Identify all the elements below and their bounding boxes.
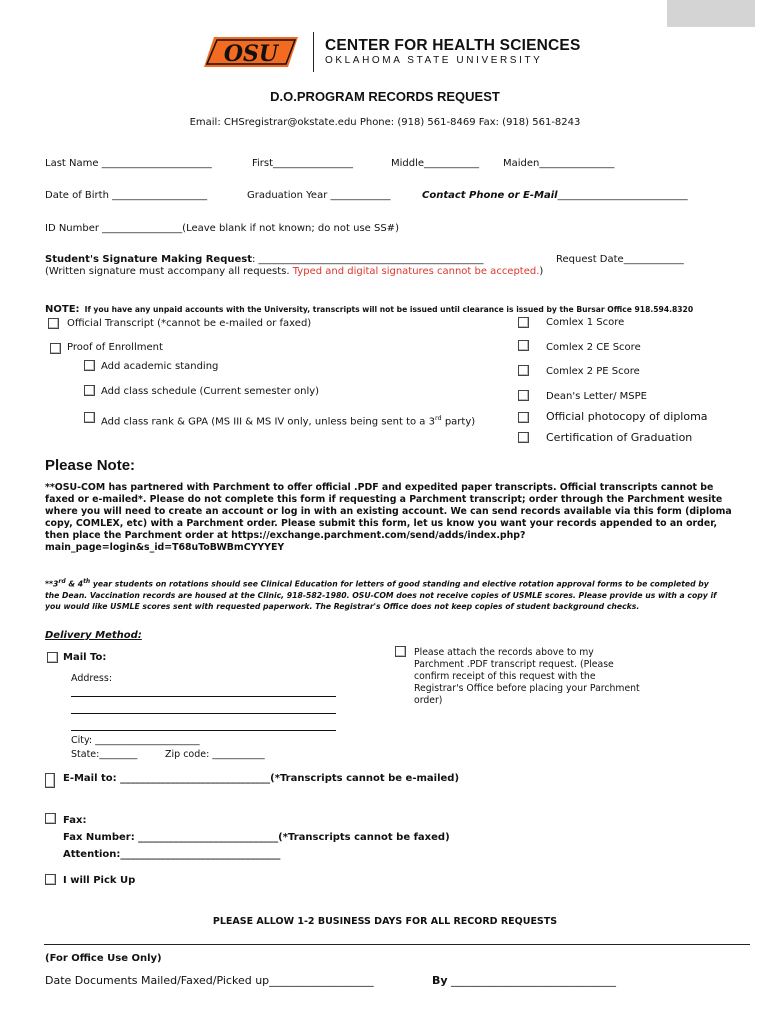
rotation-paragraph [45,576,725,612]
address-label: Address: [71,673,113,684]
note-label: NOTE: [45,304,80,315]
class-rank-sup: rd [434,414,442,422]
deans-letter-label: Dean's Letter/ MSPE [546,391,647,402]
signature-note [45,266,543,277]
certification-label: Certification of Graduation [546,431,693,444]
comlex2pe-checkbox[interactable] [518,365,529,376]
contact-line: Email: CHSregistrar@okstate.edu Phone: (918) 561-8469 Fax: (918) 561-8243 [189,117,581,128]
attention-field[interactable]: Attention:________________________________ [63,849,281,860]
grad-year-field[interactable]: Graduation Year ____________ [247,190,391,201]
logo-text: OSU [223,41,279,67]
email-to-field[interactable]: E-Mail to: ______________________________(*Transcripts cannot be e-mailed) [63,773,460,784]
zip-field[interactable]: Zip code: ___________ [165,749,265,760]
class-schedule-label: Add class schedule (Current semester only) [101,386,320,397]
class-rank-label [101,414,475,427]
note-line [45,297,693,316]
fax-label: Fax: [63,815,87,826]
by-label: By [432,974,448,987]
contact-field[interactable] [422,190,688,201]
date-documents-field[interactable] [45,974,374,987]
mail-to-label: Mail To: [63,652,107,663]
by-field[interactable] [432,974,616,987]
rotation-sup-2: th [83,578,91,585]
official-transcript-label: Official Transcript (*cannot be e-mailed or faxed) [67,318,312,329]
class-schedule-checkbox[interactable] [84,385,95,396]
office-use-divider [44,944,750,945]
comlex1-label: Comlex 1 Score [546,317,625,328]
id-number-field[interactable]: ID Number ________________(Leave blank if not known; do not use SS#) [45,223,399,234]
comlex1-checkbox[interactable] [518,317,529,328]
last-name-field[interactable]: Last Name ______________________ [45,158,212,169]
comlex2pe-label: Comlex 2 PE Score [546,366,640,377]
please-note-heading: Please Note: [45,457,136,474]
osu-logo [200,33,300,71]
rotation-text-a: **3 [45,579,59,589]
rotation-text-c: year students on rotations should see Clinical Education for letters of good standing and elective rotation approval forms to be completed by the Dean. Vaccination records are housed at the Clinic, 918-582-1980. OSU-COM does not receive copies of USMLE scores. Please provide us with a copy if you would like USMLE scores sent with requested paperwork. The Registrar's Office does not keep copies of student background checks. [45,579,717,611]
sig-note-c: ) [539,266,544,277]
proof-enrollment-checkbox[interactable] [50,343,61,354]
date-documents-label: Date Documents Mailed/Faxed/Picked up [45,974,270,987]
dob-field[interactable]: Date of Birth ___________________ [45,190,208,201]
maiden-name-field[interactable]: Maiden_______________ [503,158,615,169]
contact-field-line: __________________________ [557,190,688,201]
contact-field-label: Contact Phone or E-Mail [422,190,558,201]
pickup-label: I will Pick Up [63,875,136,886]
address-line-3[interactable] [71,730,336,731]
academic-standing-checkbox[interactable] [84,360,95,371]
parchment-paragraph: **OSU-COM has partnered with Parchment to offer official .PDF and expedited paper transcripts. Official transcripts cannot be faxed or e-mailed*. Please do not complete this form if requesting a Parchment transcript; order through the Parchment wesite where you will need to create an account or log in with an existing account. We can send records available via this form (diploma copy, COMLEX, etc) with a Parchment order. Please submit this form, let us know you want your records appended to an order, then place the Parchment order at https://exchange.parchment.com/send/adds/index.php?main_page=login&s_id=T68uToBWBmCYYYEY [45,482,732,553]
note-text: If you have any unpaid accounts with the University, transcripts will not be issued until clearance is issued by the Bursar Office 918.594.8320 [84,305,694,314]
sig-note-red: Typed and digital signatures cannot be accepted. [292,266,540,277]
comlex2ce-checkbox[interactable] [518,340,529,351]
proof-enrollment-label: Proof of Enrollment [67,342,163,353]
parchment-attach-note: Please attach the records above to my Parchment .PDF transcript request. (Please confirm receipt of this request with the Registrar's Office before placing your Parchment order) [414,647,640,706]
academic-standing-label: Add academic standing [101,361,219,372]
signature-field[interactable] [45,254,484,265]
first-name-field[interactable]: First________________ [252,158,354,169]
parchment-checkbox[interactable] [395,646,406,657]
city-field[interactable]: City: ______________________ [71,735,200,746]
diploma-copy-checkbox[interactable] [518,412,529,423]
corner-gray-box [667,0,755,27]
org-name: CENTER FOR HEALTH SCIENCES [325,37,581,54]
date-documents-line: ___________________ [269,974,374,987]
rotation-text-b: & 4 [65,579,84,589]
office-use-label: (For Office Use Only) [45,953,162,964]
middle-name-field[interactable]: Middle___________ [391,158,480,169]
deans-letter-checkbox[interactable] [518,390,529,401]
request-date-field[interactable]: Request Date____________ [556,254,684,265]
processing-time-note: PLEASE ALLOW 1-2 BUSINESS DAYS FOR ALL RECORD REQUESTS [212,916,558,927]
signature-line: : _____________________________________________ [252,254,484,265]
fax-number-field[interactable]: Fax Number: ____________________________(*Transcripts cannot be faxed) [63,832,450,843]
rotation-sup-1: rd [58,578,66,585]
class-rank-tail: party) [441,416,476,428]
sig-note-a: (Written signature must accompany all requests. [45,266,293,277]
official-transcript-checkbox[interactable] [48,318,59,329]
email-to-checkbox[interactable] [45,773,55,788]
fax-checkbox[interactable] [45,813,56,824]
header-divider [313,32,314,72]
class-rank-text: Add class rank & GPA (MS III & MS IV only, unless being sent to a 3 [101,416,435,428]
address-line-1[interactable] [71,696,336,697]
form-title: D.O.PROGRAM RECORDS REQUEST [270,89,500,104]
state-field[interactable]: State:________ [71,749,138,760]
certification-checkbox[interactable] [518,432,529,443]
class-rank-checkbox[interactable] [84,412,95,423]
diploma-copy-label: Official photocopy of diploma [546,410,708,423]
signature-label: Student's Signature Making Request [45,254,252,265]
comlex2ce-label: Comlex 2 CE Score [546,342,641,353]
pickup-checkbox[interactable] [45,874,56,885]
by-line: ______________________________ [447,974,617,987]
mail-to-checkbox[interactable] [47,652,58,663]
address-line-2[interactable] [71,713,336,714]
delivery-method-heading: Delivery Method: [45,630,142,641]
org-subtitle: OKLAHOMA STATE UNIVERSITY [325,55,543,66]
